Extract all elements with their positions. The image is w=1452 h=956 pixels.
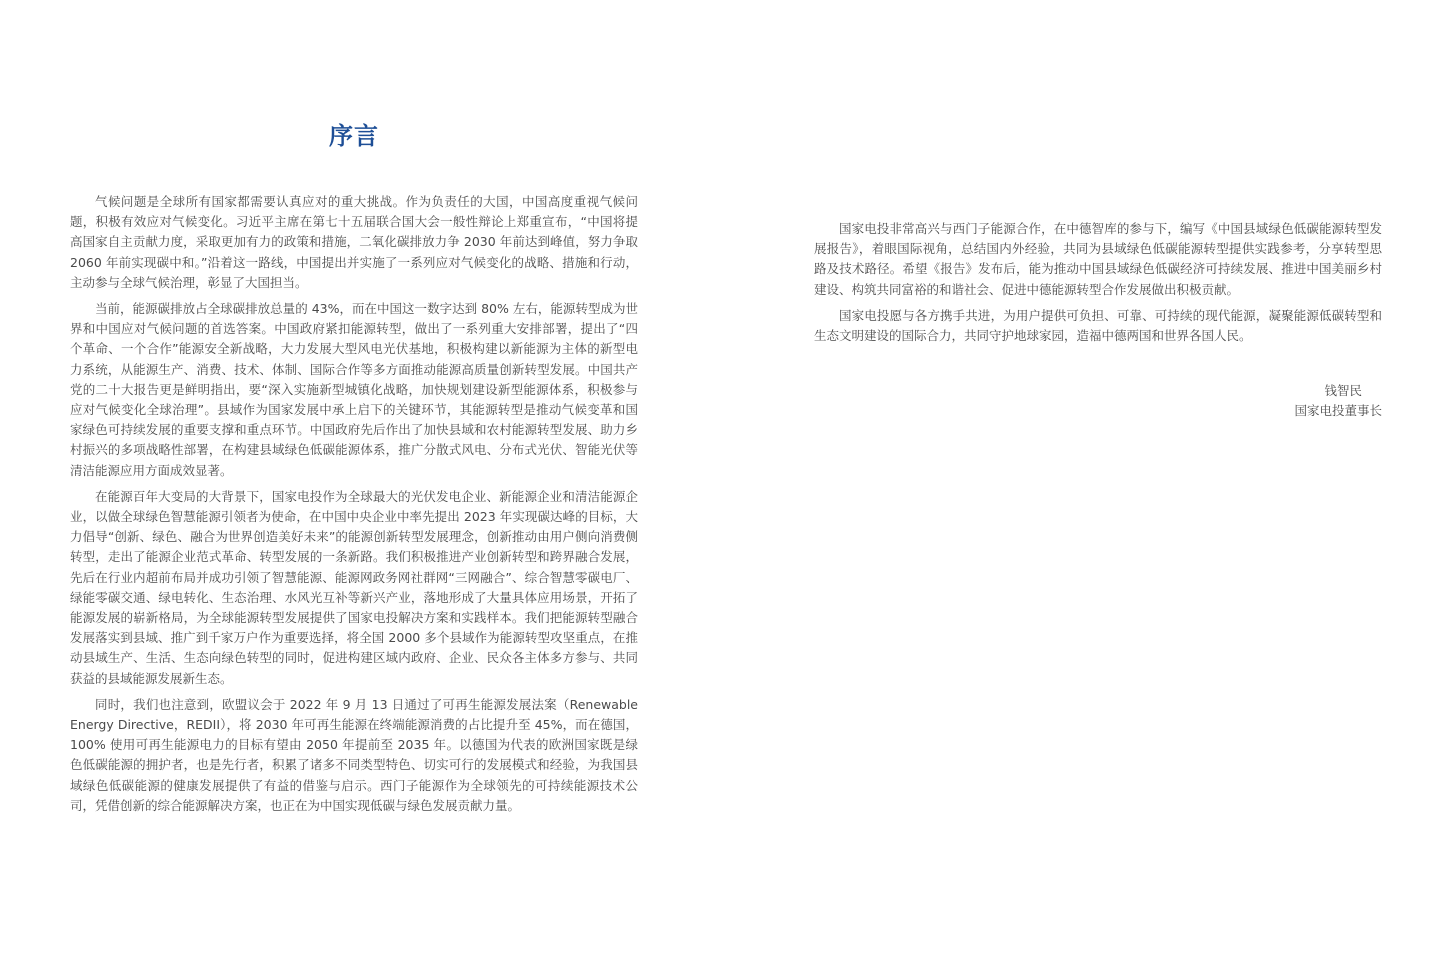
paragraph: 当前，能源碳排放占全球碳排放总量的 43%，而在中国这一数字达到 80% 左右，能源转型成为世界和中国应对气候问题的首选答案。中国政府紧扣能源转型，做出了一系列重大安排部署，提出了“四个革命、一个合作”能源安全新战略，大力发展大型风电光伏基地，积极构建以新能源为主体的新型电力系统，从能源生产、消费、技术、体制、国际合作等多方面推动能源高质量创新转型发展。中国共产党的二十大报告更是鲜明指出，要“深入实施新型城镇化战略，加快规划建设新型能源体系，积极参与应对气候变化全球治理”。县域作为国家发展中承上启下的关键环节，其能源转型是推动气候变革和国家绿色可持续发展的重要支撑和重点环节。中国政府先后作出了加快县域和农村能源转型发展、助力乡村振兴的多项战略性部署，在构建县域绿色低碳能源体系，推广分散式风电、分布式光伏、智能光伏等清洁能源应用方面成效显著。 xyxy=(70,301,638,478)
signature-block xyxy=(1294,381,1382,421)
paragraph: 同时，我们也注意到，欧盟议会于 2022 年 9 月 13 日通过了可再生能源发展法案（Renewable Energy Directive，REDII），将 2030 年可再生能源在终端能源消费的占比提升至 45%，而在德国，100% 使用可再生能源电力的目标有望由 2050 年提前至 2035 年。以德国为代表的欧洲国家既是绿色低碳能源的拥护者，也是先行者，积累了诸多不同类型特色、切实可行的发展模式和经验，为我国县域绿色低碳能源的健康发展提供了有益的借鉴与启示。西门子能源作为全球领先的可持续能源技术公司，凭借创新的综合能源解决方案，也正在为中国实现低碳与绿色发展贡献力量。 xyxy=(70,696,638,813)
right-text-column xyxy=(814,219,1382,352)
paragraph: 国家电投非常高兴与西门子能源合作，在中德智库的参与下，编写《中国县域绿色低碳能源转型发展报告》，着眼国际视角，总结国内外经验，共同为县域绿色低碳能源转型提供实践参考，分享转型思路及技术路径。希望《报告》发布后，能为推动中国县域绿色低碳经济可持续发展、推进中国美丽乡村建设、构筑共同富裕的和谐社会、促进中德能源转型合作发展做出积极贡献。 xyxy=(814,221,1382,297)
paragraph: 国家电投愿与各方携手共进，为用户提供可负担、可靠、可持续的现代能源，凝聚能源低碳转型和生态文明建设的国际合力，共同守护地球家园，造福中德两国和世界各国人民。 xyxy=(814,307,1382,344)
signatory-position: 国家电投董事长 xyxy=(1294,403,1382,418)
signatory-name: 钱智民 xyxy=(1324,383,1362,398)
paragraph: 气候问题是全球所有国家都需要认真应对的重大挑战。作为负责任的大国，中国高度重视气候问题，积极有效应对气候变化。习近平主席在第七十五届联合国大会一般性辩论上郑重宣布，“中国将提高国家自主贡献力度，采取更加有力的政策和措施，二氧化碳排放力争 2030 年前达到峰值，努力争取 2060 年前实现碳中和。”沿着这一路线，中国提出并实施了一系列应对气候变化的战略、措施和行动，主动参与全球气候治理，彰显了大国担当。 xyxy=(70,194,638,290)
left-text-column xyxy=(70,192,638,822)
page-title: 序言 xyxy=(329,122,379,150)
paragraph: 在能源百年大变局的大背景下，国家电投作为全球最大的光伏发电企业、新能源企业和清洁能源企业，以做全球绿色智慧能源引领者为使命，在中国中央企业中率先提出 2023 年实现碳达峰的目标，大力倡导“创新、绿色、融合为世界创造美好未来”的能源创新转型发展理念，创新推动由用户侧向消费侧转型，走出了能源企业范式革命、转型发展的一条新路。我们积极推进产业创新转型和跨界融合发展，先后在行业内超前布局并成功引领了智慧能源、能源网政务网社群网“三网融合”、综合智慧零碳电厂、绿能零碳交通、绿电转化、生态治理、水风光互补等新兴产业，落地形成了大量具体应用场景，开拓了能源发展的崭新格局，为全球能源转型发展提供了国家电投解决方案和实践样本。我们把能源转型融合发展落实到县域、推广到千家万户作为重要选择，将全国 2000 多个县域作为能源转型攻坚重点，在推动县域生产、生活、生态向绿色转型的同时，促进构建区域内政府、企业、民众各主体多方参与、共同获益的县域能源发展新生态。 xyxy=(70,488,638,686)
